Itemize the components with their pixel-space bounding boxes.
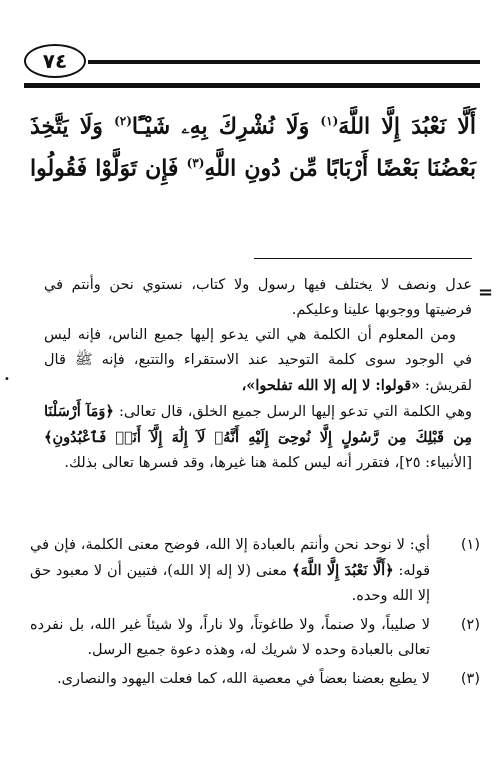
footnote-ref: (١) [320,114,339,128]
verse-phrase: أَلَّا نَعْبُدَ إِلَّا اللَّهَ [338,113,476,140]
footnote-text: لا صليباً، ولا صنماً، ولا طاغوتاً، ولا ناراً، ولا شيئاً غير الله، بل نفرده تعالى بالعبادة وحده لا شريك له، وهذه دعوة جميع الرسل. [30,617,430,658]
footnote-ref: (٢) [114,114,132,128]
commentary-paragraph: عدل ونصف لا يختلف فيها رسول ولا كتاب، نستوي نحن وأنتم في فرضيتها ووجوبها علينا وعليكم. [44,277,472,318]
commentary-paragraph [44,399,472,476]
footnote [30,613,480,663]
quran-quote: ﴿أَلَّا نَعْبُدَ إِلَّا اللَّهَ﴾ [292,562,394,579]
margin-mark: • [4,374,10,385]
paragraph-text: ومن المعلوم أن الكلمة هي التي يدعو إليها جميع الناس، فإنه ليس في الوجود سوى كلمة التوحيد عند الاستقراء والتتبع، فإنه ﷺ قال لقريش: [44,327,472,394]
footnotes [30,533,480,696]
footnote-part: معنى (لا إله إلا الله)، فتبين أن لا معبود حق إلا الله وحده. [30,563,430,604]
footnote-divider [254,258,472,259]
verse-phrase: فَإِن تَوَلَّوْا فَقُولُوا [30,155,179,182]
footnote-text: لا يطيع بعضنا بعضاً في معصية الله، كما فعلت اليهود والنصارى. [57,671,430,687]
commentary-text [44,273,472,476]
footnote [30,533,480,609]
verse-phrase: وَلَا يَتَّخِذَ [30,113,103,140]
quran-verse-line-2 [30,146,476,185]
footnote-ref: (٣) [186,156,205,170]
footnote-text [30,533,430,609]
header-rule [88,60,480,64]
paragraph-text: وهي الكلمة التي تدعو إليها الرسل جميع الخلق، قال تعالى: [118,404,473,420]
verse-phrase: وَلَا نُشْرِكَ بِهِۦ شَيْـًٔا [131,113,310,140]
footnote-number: (٢) [460,617,480,633]
page-number: ٧٤ [24,44,86,78]
verse-phrase: بَعْضُنَا بَعْضًا أَرْبَابًا مِّن دُونِ اللَّهِ [204,155,476,182]
footnote-number: (٣) [460,671,480,687]
quran-verse-line-1 [30,104,476,143]
quran-quote: ﴿وَمَآ أَرْسَلْنَا مِن قَبْلِكَ مِن رَّسُولٍ إِلَّا نُوحِىٓ إِلَيْهِ أَنَّهُۥ لَآ إِلَٰهَ إِلَّآ أَنَا۠ فَٱعْبُدُونِ﴾ [44,403,472,446]
commentary-paragraph [44,323,472,399]
hadith-quote: «قولوا: لا إله إلا الله تفلحوا»، [241,377,421,394]
header-rule-thick [24,83,480,88]
verse-reference: [الأنبياء: ٢٥]، فتقرر أنه ليس كلمة هنا غيرها، وقد فسرها تعالى بذلك. [64,455,472,471]
footnote [30,667,480,692]
footnote-number: (١) [460,537,480,553]
continuation-marker: = [478,282,494,303]
footnote-part: أي: لا نوحد نحن وأنتم بالعبادة إلا الله، فوضح معنى الكلمة، فإن في قوله: [30,537,431,579]
